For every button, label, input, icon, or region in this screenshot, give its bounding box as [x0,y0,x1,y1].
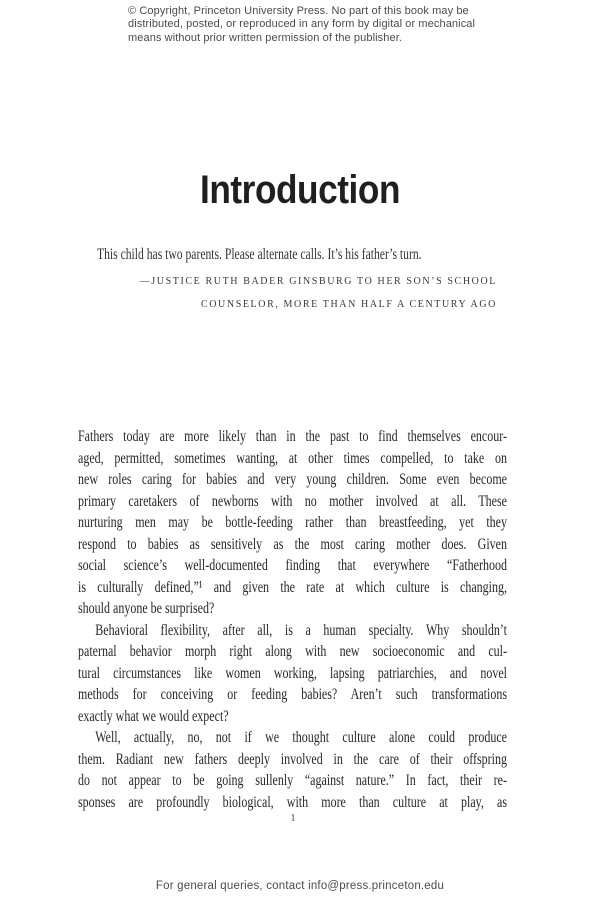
copyright-line: means without prior written permission of the publisher. [128,31,403,44]
body-text-line: paternal behavior morph right along with new socioeconomic and cul- [78,643,507,660]
copyright-line: © Copyright, Princeton University Press. No part of this book may be [128,5,469,17]
body-text-line: aged, permitted, sometimes wanting, at other times compelled, to take on [78,449,507,467]
copyright-line: distributed, posted, or reproduced in any form by digital or mechanical [128,18,476,31]
body-text-line: respond to babies as sensitively as the most caring mother does. Given [78,535,507,553]
chapter-title: Introduction [199,168,401,212]
body-text-line: sponses are profoundly biological, with more than culture at play, as [78,793,507,811]
body-text-line: is culturally defined,”¹ and given the rate at which culture is changing, [78,578,507,596]
body-text-line: do not appear to be going sullenly “against nature.” In fact, their re- [78,772,507,789]
epigraph-attribution-line: —JUSTICE RUTH BADER GINSBURG TO HER SON’S SCHOOL [139,276,497,287]
body-text-line: Well, actually, no, not if we thought culture alone could produce [95,729,507,746]
epigraph-quote: This child has two parents. Please alternate calls. It’s his father’s turn. [97,246,422,263]
body-text-line: Behavioral flexibility, after all, is a human specialty. Why shouldn’t [95,621,507,639]
footer-contact: For general queries, contact info@press.princeton.edu [155,880,445,892]
body-text-line: exactly what we would expect? [78,707,229,725]
body-text-line: methods for conceiving or feeding babies? Aren’t such transformations [78,686,507,703]
body-text [78,426,507,813]
body-text-line: primary caretakers of newborns with no mother involved at all. These [78,492,507,510]
body-text-line: tural circumstances like women working, lapsing patriarchies, and novel [78,664,507,682]
body-text-line: them. Radiant new fathers deeply involved in the care of their offspring [78,750,507,768]
body-text-line: nurturing men may be bottle-feeding rather than breastfeeding, yet they [78,514,507,531]
copyright-notice [128,5,475,45]
body-text-line: social science’s well-documented finding that everywhere “Fatherhood [78,557,507,574]
page-number: 1 [290,813,296,824]
epigraph-attribution [97,270,497,316]
epigraph-attribution-line: COUNSELOR, MORE THAN HALF A CENTURY AGO [200,299,497,310]
body-text-line: Fathers today are more likely than in the past to find themselves encour- [78,428,507,445]
body-text-line: new roles caring for babies and very young children. Some even become [78,471,507,488]
body-text-line: should anyone be surprised? [78,600,215,617]
